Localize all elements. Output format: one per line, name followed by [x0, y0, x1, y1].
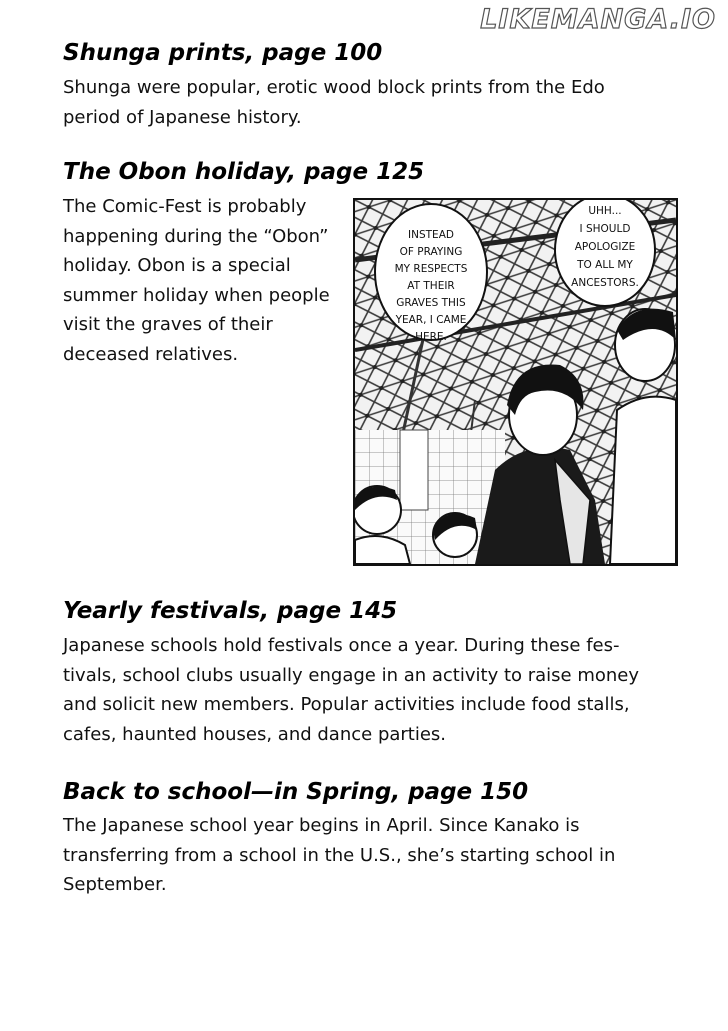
note-line: period of Japanese history. — [63, 106, 302, 128]
bubble-right-line: APOLOGIZE — [574, 241, 636, 253]
note-line: transferring from a school in the U.S., she’s starting school in — [63, 844, 616, 866]
note-line: September. — [63, 874, 167, 895]
note-heading-back-to-school: Back to school—in Spring, page 150 — [63, 779, 529, 805]
note-line: Japanese schools hold festivals once a year. During these fes- — [63, 635, 620, 656]
note-line: The Japanese school year begins in April. Since Kanako is — [63, 815, 580, 836]
note-line: cafes, haunted houses, and dance parties. — [63, 723, 447, 745]
note-heading-shunga: Shunga prints, page 100 — [63, 40, 383, 66]
manga-illustration — [355, 200, 676, 564]
note-line: deceased relatives. — [63, 343, 239, 365]
note-line: holiday. Obon is a special — [63, 255, 291, 276]
bubble-left-line: OF PRAYING — [399, 246, 463, 258]
site-watermark: LIKEMANGA.IO — [480, 4, 716, 35]
note-body-obon — [63, 192, 330, 369]
bubble-left-line: INSTEAD — [408, 229, 454, 241]
bubble-left-line: GRAVES THIS — [396, 297, 466, 309]
note-line: and solicit new members. Popular activities include food stalls, — [63, 694, 630, 715]
bubble-left-line: YEAR, I CAME — [395, 314, 467, 326]
note-body-festivals — [63, 631, 639, 749]
bubble-right-line: I SHOULD — [579, 223, 631, 235]
bubble-right-line: UHH... — [588, 205, 622, 217]
bubble-right-line: TO ALL MY — [577, 259, 633, 271]
manga-panel — [353, 198, 678, 566]
note-line: The Comic-Fest is probably — [63, 196, 307, 217]
note-line: tivals, school clubs usually engage in an activity to raise money — [63, 664, 640, 686]
bubble-left-line: AT THEIR — [407, 280, 455, 292]
note-heading-obon: The Obon holiday, page 125 — [63, 159, 425, 185]
note-line: happening during the “Obon” — [63, 225, 329, 247]
bubble-left-line: MY RESPECTS — [394, 263, 468, 275]
note-heading-festivals: Yearly festivals, page 145 — [63, 598, 398, 624]
note-body-shunga — [63, 73, 605, 132]
note-line: Shunga were popular, erotic wood block prints from the Edo — [63, 77, 605, 98]
bubble-right-line: ANCESTORS. — [571, 277, 639, 289]
note-line: summer holiday when people — [63, 284, 330, 306]
bubble-left-line: HERE. — [415, 331, 447, 343]
note-line: visit the graves of their — [63, 314, 273, 335]
note-body-back-to-school — [63, 811, 615, 900]
